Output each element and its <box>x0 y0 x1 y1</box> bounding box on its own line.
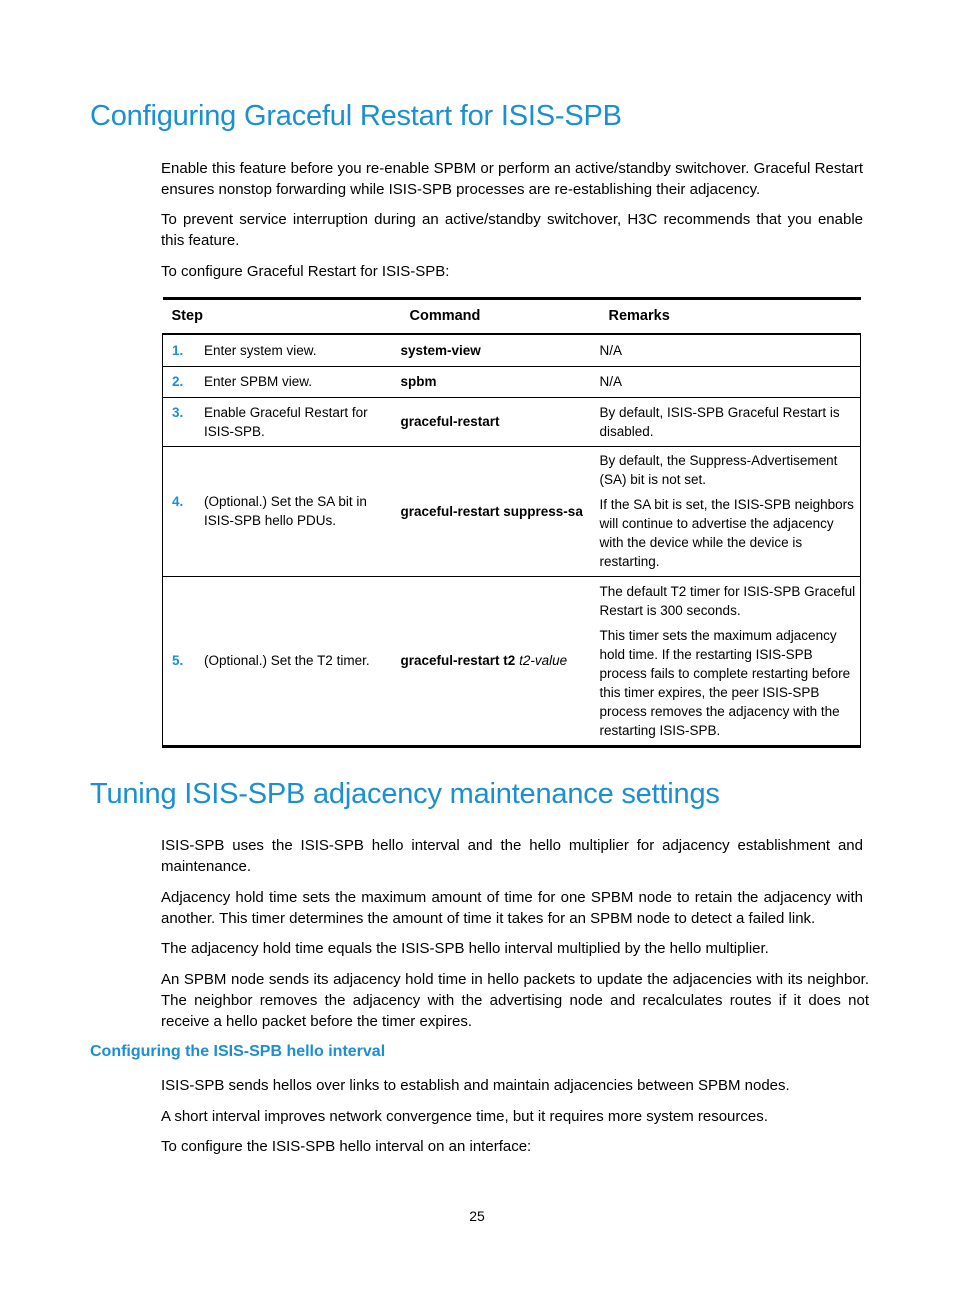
paragraph: Enable this feature before you re-enable SPBM or perform an active/standby switchover. Graceful Restart ensures nonstop forwarding while ISIS-SPB processes are re-establishing their adjacency. <box>161 160 863 198</box>
paragraph: To configure the ISIS-SPB hello interval on an interface: <box>161 1138 532 1155</box>
step-number: 3. <box>172 404 184 420</box>
remarks-cell <box>600 576 861 746</box>
table-row <box>163 366 861 397</box>
paragraph: ISIS-SPB sends hellos over links to establish and maintain adjacencies between SPBM nodes. <box>161 1077 790 1094</box>
remarks-text: By default, ISIS-SPB Graceful Restart is disabled. <box>599 404 840 439</box>
subsection-title-hello-interval: Configuring the ISIS-SPB hello interval <box>90 1043 386 1060</box>
step-text: (Optional.) Set the T2 timer. <box>204 653 370 668</box>
paragraph: Adjacency hold time sets the maximum amount of time for one SPBM node to retain the adjacency with another. This timer determines the amount of time it takes for an SPBM node to detect a failed link. <box>161 889 863 927</box>
remarks-text: By default, the Suppress-Advertisement (SA) bit is not set. <box>599 453 838 487</box>
paragraph: An SPBM node sends its adjacency hold time in hello packets to update the adjacencies with its neighbor. The neighbor removes the adjacency with the advertising node and recalculates routes if it does not receive a hello packet before the timer expires. <box>161 971 869 1030</box>
command-text: spbm <box>400 374 437 389</box>
header-command: Command <box>401 299 600 335</box>
paragraph: To prevent service interruption during an active/standby switchover, H3C recommends that you enable this feature. <box>161 211 863 249</box>
remarks-text: N/A <box>599 342 623 358</box>
header-remarks: Remarks <box>600 299 861 335</box>
step-cell <box>163 576 401 746</box>
paragraph: A short interval improves network convergence time, but it requires more system resources. <box>161 1108 768 1125</box>
page-number: 25 <box>469 1208 485 1224</box>
remarks-text: If the SA bit is set, the ISIS-SPB neighbors will continue to advertise the adjacency with the device while the device is restarting. <box>599 497 854 569</box>
step-text: (Optional.) Set the SA bit in ISIS-SPB hello PDUs. <box>204 494 367 528</box>
remarks-text: This timer sets the maximum adjacency hold time. If the restarting ISIS-SPB process fails to complete restarting before this timer expires, the peer ISIS-SPB process removes the adjacency with the restarting ISIS-SPB. <box>599 627 851 738</box>
paragraph: To configure Graceful Restart for ISIS-SPB: <box>161 263 450 280</box>
step-number: 5. <box>172 653 184 668</box>
remarks-cell <box>600 334 861 366</box>
command-cell <box>401 334 600 366</box>
table-row <box>163 446 861 576</box>
configuration-steps-table <box>162 297 861 748</box>
step-number: 1. <box>172 342 184 358</box>
step-text: Enter SPBM view. <box>204 374 313 389</box>
paragraph: ISIS-SPB uses the ISIS-SPB hello interval and the hello multiplier for adjacency establishment and maintenance. <box>161 837 863 875</box>
command-cell <box>401 366 600 397</box>
remarks-text: N/A <box>599 374 623 389</box>
remarks-cell <box>600 446 861 576</box>
paragraph: The adjacency hold time equals the ISIS-SPB hello interval multiplied by the hello multiplier. <box>161 940 769 957</box>
section-title-graceful-restart: Configuring Graceful Restart for ISIS-SPB <box>90 100 622 132</box>
step-cell <box>163 446 401 576</box>
command-argument: t2-value <box>519 653 568 668</box>
step-cell <box>163 334 401 366</box>
header-step: Step <box>163 299 401 335</box>
table-header-row <box>163 299 861 335</box>
step-cell <box>163 397 401 446</box>
command-text: system-view <box>400 342 481 358</box>
table-row <box>163 397 861 446</box>
command-text: graceful-restart <box>400 414 500 429</box>
command-cell <box>401 576 600 746</box>
step-text: Enable Graceful Restart for ISIS-SPB. <box>204 404 368 439</box>
section-title-adjacency-maintenance: Tuning ISIS-SPB adjacency maintenance settings <box>90 778 720 810</box>
step-number: 2. <box>172 374 184 389</box>
remarks-cell <box>600 366 861 397</box>
command-text: graceful-restart t2 <box>400 653 516 668</box>
command-text: graceful-restart suppress-sa <box>400 503 583 519</box>
table-row <box>163 576 861 746</box>
command-cell <box>401 446 600 576</box>
table-row <box>163 334 861 366</box>
remarks-cell <box>600 397 861 446</box>
step-number: 4. <box>172 494 184 509</box>
step-text: Enter system view. <box>204 342 317 358</box>
step-cell <box>163 366 401 397</box>
remarks-text: The default T2 timer for ISIS-SPB Graceful Restart is 300 seconds. <box>599 583 856 618</box>
command-cell <box>401 397 600 446</box>
